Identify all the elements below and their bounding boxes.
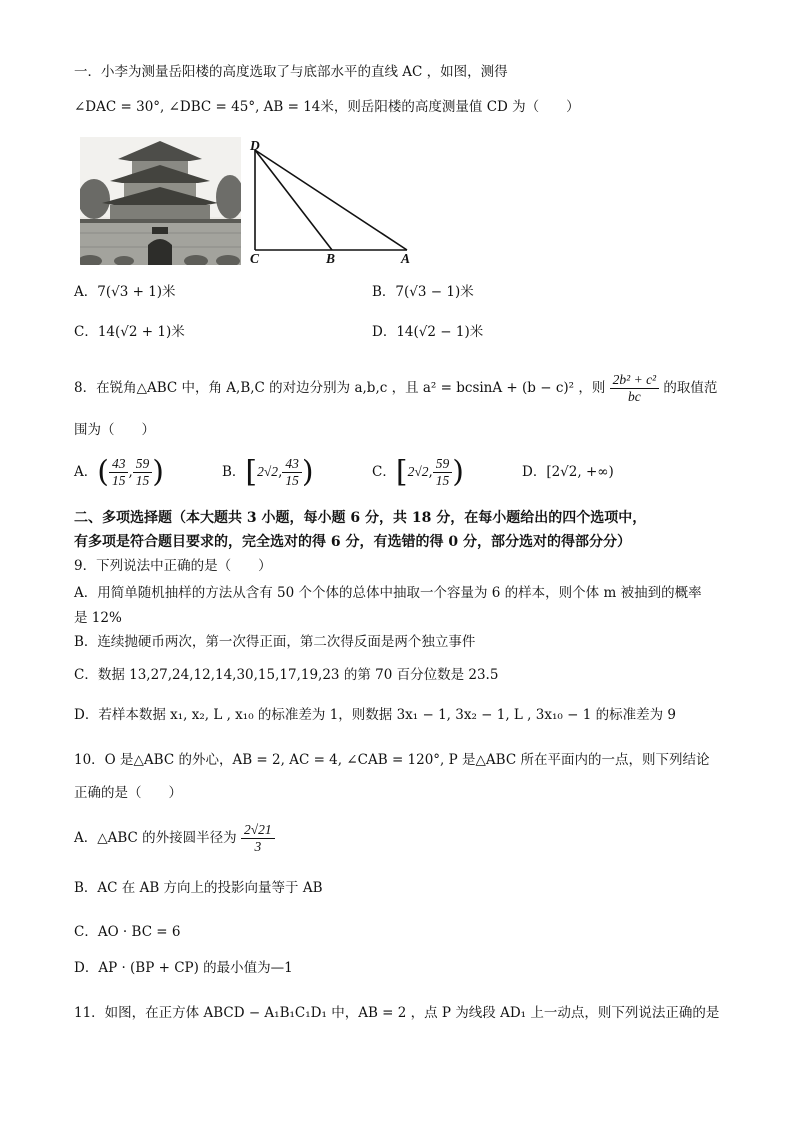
q9-option-a-line2: 是 12%	[74, 610, 122, 626]
q10-stem-line1: 10．O 是△ABC 的外心，AB = 2, AC = 4, ∠CAB = 120°, P 是△ABC 所在平面内的一点，则下列结论	[74, 752, 710, 768]
q8-stem-text: 8．在锐角△ABC 中，角 A,B,C 的对边分别为 a,b,c ，且 a² = bcsinA + (b − c)² ，则	[74, 380, 606, 396]
triangle-lines	[255, 150, 407, 250]
label-c: C	[250, 251, 260, 266]
q11-stem-line1: 11．如图，在正方体 ABCD − A₁B₁C₁D₁ 中，AB = 2 ，点 P 为线段 AD₁ 上一动点，则下列说法正确的是	[74, 1005, 720, 1021]
q10-radius-fraction: $\frac{2√21}{3}$	[241, 822, 275, 855]
q7-stem-line2: ∠DAC = 30°, ∠DBC = 45°, AB = 14米，则岳阳楼的高度测量值 CD 为（ ）	[74, 99, 580, 115]
q8-fraction-num: 2b² + c²	[610, 372, 659, 389]
q8-option-b: B．[2√2, $\frac{43}{15}$ )	[222, 454, 314, 490]
label-a: A	[401, 251, 411, 266]
q8-stem-line1	[74, 370, 717, 406]
q10-option-c: C．AO · BC = 6	[74, 924, 181, 940]
q8-stem-tail: 的取值范	[663, 380, 718, 396]
q7-option-c: C．14(√2 + 1)米	[74, 324, 185, 340]
q7-stem-line1: 一．小李为测量岳阳楼的高度选取了与底部水平的直线 AC ，如图，测得	[74, 64, 508, 80]
q8-option-d: D．[2√2, +∞)	[522, 464, 614, 480]
q9-stem: 9．下列说法中正确的是（ ）	[74, 558, 272, 574]
q10-option-d: D．AP · (BP + CP) 的最小值为—1	[74, 960, 293, 976]
q8-option-c: C．[2√2, $\frac{59}{15}$ )	[372, 454, 464, 490]
yueyang-tower-photo	[80, 137, 241, 265]
q8-stem-line2: 围为（ ）	[74, 422, 155, 438]
q7-option-a: A．7(√3 + 1)米	[74, 284, 176, 300]
q8-fraction	[610, 372, 659, 405]
label-d: D	[250, 138, 260, 153]
section2-heading-line2: 有多项是符合题目要求的，完全选对的得 6 分，有选错的得 0 分，部分选对的得部分分）	[74, 534, 631, 550]
section2-heading-line1: 二、多项选择题（本大题共 3 小题，每小题 6 分，共 18 分，在每小题给出的四个选项中，	[74, 510, 647, 526]
label-b: B	[326, 251, 336, 266]
q7-option-d: D．14(√2 − 1)米	[372, 324, 484, 340]
q10-option-a: A．△ABC 的外接圆半径为 $\frac{2√21}{3}$	[74, 818, 275, 858]
q10-stem-line2: 正确的是（ ）	[74, 785, 182, 801]
q8-fraction-den: bc	[628, 389, 641, 404]
q9-option-a-line1: A．用简单随机抽样的方法从含有 50 个个体的总体中抽取一个容量为 6 的样本，则个体 m 被抽到的概率	[74, 585, 702, 601]
q9-option-d: D．若样本数据 x₁, x₂, L , x₁₀ 的标准差为 1，则数据 3x₁ − 1, 3x₂ − 1, L , 3x₁₀ − 1 的标准差为 9	[74, 707, 676, 723]
q7-option-b: B．7(√3 − 1)米	[372, 284, 474, 300]
q9-option-b: B．连续抛硬币两次，第一次得正面，第二次得反面是两个独立事件	[74, 634, 476, 650]
q9-option-c: C．数据 13,27,24,12,14,30,15,17,19,23 的第 70 百分位数是 23.5	[74, 667, 499, 683]
triangle-diagram	[245, 137, 420, 267]
q8-option-a: A．( $\frac{43}{15}$ , $\frac{59}{15}$ )	[74, 454, 164, 490]
q10-option-b: B．AC 在 AB 方向上的投影向量等于 AB	[74, 880, 323, 896]
